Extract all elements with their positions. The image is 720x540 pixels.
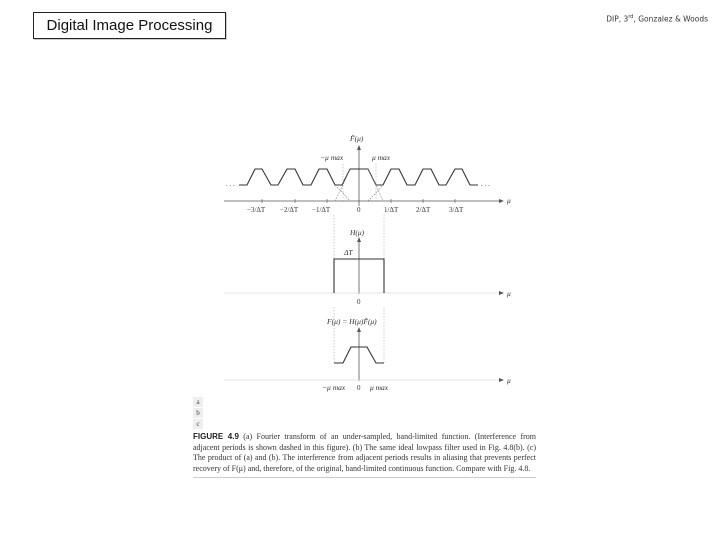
panel-a-spectrum-curve: [239, 169, 478, 185]
panel-a-interference-left-2: [335, 185, 350, 201]
panel-c-origin: 0: [357, 384, 361, 392]
panel-a-tick-label: 0: [357, 206, 361, 214]
panel-b-origin: 0: [357, 298, 361, 306]
panel-a-x-arrow: [499, 199, 504, 203]
panel-a-dots-right: . . .: [481, 180, 490, 188]
panel-c: [224, 307, 511, 392]
caption-label: FIGURE 4.9: [193, 432, 239, 441]
panel-b-xlabel: μ: [507, 289, 511, 298]
subfigure-label-c: c: [193, 419, 203, 430]
panel-a-tick-labels: [247, 206, 464, 214]
figure-caption: [193, 432, 536, 478]
panel-a-neg-mu-max: −μ max: [320, 153, 344, 162]
panel-c-neg-mu-max: −μ max: [322, 383, 346, 392]
caption-text: (a) Fourier transform of an under-sampled, band-limited function. (Interference from adjacent periods is shown dashed in this figure). (b) The same ideal lowpass filter used in Fig. 4.8(b). (c) The product of (a) and (b). The interference from adjacent periods results in aliasing that prevents perfect recovery of F(μ) and, therefore, of the original, band-limited continuous function. Compare with Fig. 4.8.: [193, 432, 536, 473]
panel-a-tick-label: −2/ΔT: [280, 206, 299, 214]
panel-b-height-label: ΔT: [344, 248, 353, 257]
panel-c-xlabel: μ: [507, 376, 511, 385]
panel-b-ylabel: H(μ): [350, 228, 365, 237]
panel-a-tick-label: −3/ΔT: [247, 206, 266, 214]
panel-c-y-arrow: [357, 327, 361, 332]
panel-a-tick-label: 1/ΔT: [384, 206, 399, 214]
subfigure-label-b: b: [193, 408, 203, 419]
panel-c-x-arrow: [499, 378, 504, 382]
panel-a-mu-max: μ max: [372, 153, 391, 162]
panel-a-tick-label: −1/ΔT: [312, 206, 331, 214]
panel-c-ylabel: F(μ) = H(μ)F̃(μ): [327, 317, 377, 326]
subfigure-label-a: a: [193, 397, 203, 408]
panel-a-tick-label: 2/ΔT: [416, 206, 431, 214]
credit-tail: , Gonzalez & Woods: [633, 14, 708, 24]
panel-b-x-arrow: [499, 291, 504, 295]
slide-title: Digital Image Processing: [33, 12, 226, 39]
panel-a-xlabel: μ: [507, 196, 511, 205]
panel-a-y-arrow: [357, 145, 361, 150]
panel-a-tick-label: 3/ΔT: [449, 206, 464, 214]
panel-a-interference-right: [368, 185, 383, 201]
credit-main: DIP, 3: [606, 14, 629, 24]
credit-superscript: rd: [628, 14, 634, 20]
panel-a: [224, 134, 511, 214]
panel-a-dots-left: . . .: [226, 180, 235, 188]
subfigure-labels: [193, 397, 203, 430]
panel-a-ylabel: F̃(μ): [350, 134, 364, 143]
panel-b: [224, 215, 511, 306]
panel-b-y-arrow: [357, 237, 361, 242]
panel-c-mu-max: μ max: [370, 383, 389, 392]
